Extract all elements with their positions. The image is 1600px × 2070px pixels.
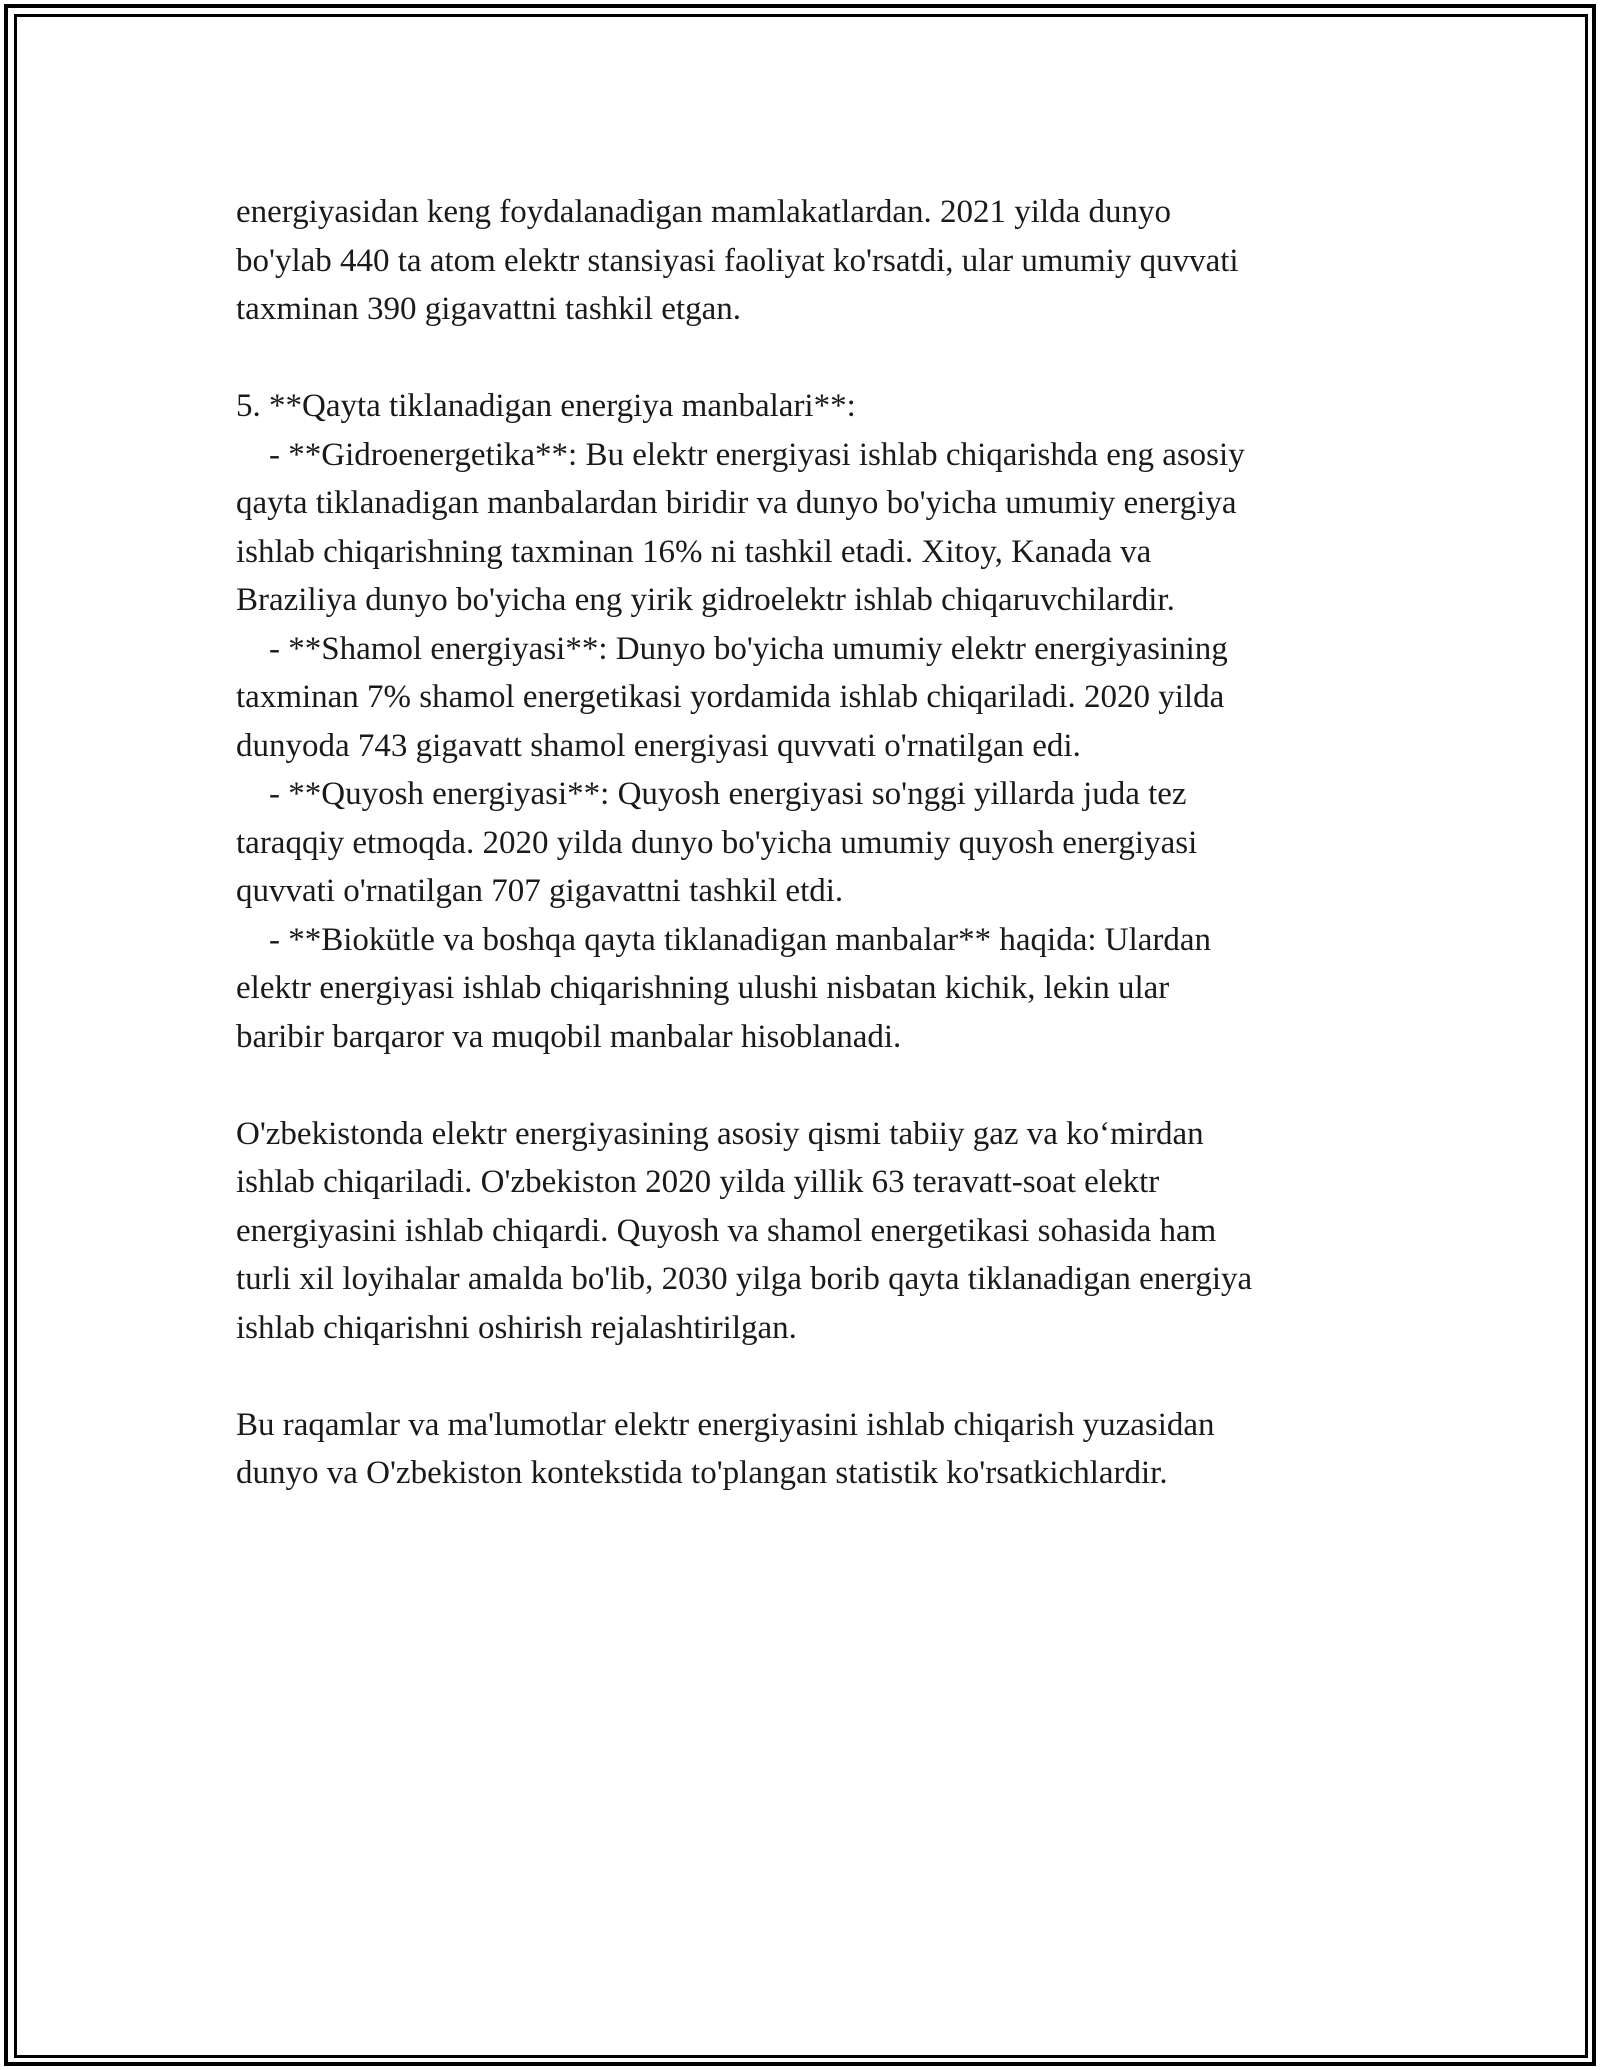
paragraph-nuclear (236, 188, 1386, 334)
text-line: qayta tiklanadigan manbalardan biridir va dunyo bo'yicha umumiy energiya (236, 485, 1237, 521)
list-heading: 5. **Qayta tiklanadigan energiya manbalari**: (236, 388, 856, 424)
list-item-hydro: - **Gidroenergetika**: Bu elektr energiyasi ishlab chiqarishda eng asosiy (236, 436, 1245, 473)
paragraph-spacer (236, 1352, 1386, 1401)
paragraph-spacer (236, 334, 1386, 383)
text-line: taxminan 390 gigavattni tashkil etgan. (236, 291, 741, 327)
text-line: ishlab chiqarishni oshirish rejalashtirilgan. (236, 1309, 797, 1346)
text-line: elektr energiyasi ishlab chiqarishning ulushi nisbatan kichik, lekin ular (236, 970, 1170, 1006)
paragraph-renewables (236, 382, 1386, 1061)
text-line: taraqqiy etmoqda. 2020 yilda dunyo bo'yicha umumiy quyosh energiyasi (236, 824, 1198, 861)
text-line: bo'ylab 440 ta atom elektr stansiyasi faoliyat ko'rsatdi, ular umumiy quvvati (236, 242, 1239, 279)
document-body (236, 188, 1386, 1498)
text-line: dunyoda 743 gigavatt shamol energiyasi quvvati o'rnatilgan edi. (236, 727, 1081, 764)
list-item-biomass: - **Biokütle va boshqa qayta tiklanadigan manbalar** haqida: Ulardan (236, 921, 1212, 958)
text-line: baribir barqaror va muqobil manbalar hisoblanadi. (236, 1018, 902, 1055)
text-line: turli xil loyihalar amalda bo'lib, 2030 yilga borib qayta tiklanadigan energiya (236, 1261, 1253, 1297)
text-line: Bu raqamlar va ma'lumotlar elektr energiyasini ishlab chiqarish yuzasidan (236, 1406, 1215, 1443)
text-line: O'zbekistonda elektr energiyasining asosiy qismi tabiiy gaz va ko‘mirdan (236, 1115, 1204, 1152)
text-line: ishlab chiqarishning taxminan 16% ni tashkil etadi. Xitoy, Kanada va (236, 533, 1152, 570)
list-item-solar: - **Quyosh energiyasi**: Quyosh energiyasi so'nggi yillarda juda tez (236, 776, 1187, 812)
text-line: energiyasidan keng foydalanadigan mamlakatlardan. 2021 yilda dunyo (236, 194, 1172, 230)
text-line: taxminan 7% shamol energetikasi yordamida ishlab chiqariladi. 2020 yilda (236, 679, 1225, 715)
text-line: Braziliya dunyo bo'yicha eng yirik gidroelektr ishlab chiqaruvchilardir. (236, 582, 1175, 618)
paragraph-spacer (236, 1061, 1386, 1110)
paragraph-uzbekistan (236, 1110, 1386, 1353)
list-item-wind: - **Shamol energiyasi**: Dunyo bo'yicha umumiy elektr energiyasining (236, 630, 1228, 667)
text-line: ishlab chiqariladi. O'zbekiston 2020 yilda yillik 63 teravatt-soat elektr (236, 1164, 1160, 1200)
text-line: quvvati o'rnatilgan 707 gigavattni tashkil etdi. (236, 873, 844, 909)
text-line: energiyasini ishlab chiqardi. Quyosh va shamol energetikasi sohasida ham (236, 1212, 1217, 1249)
paragraph-conclusion (236, 1401, 1386, 1498)
text-line: dunyo va O'zbekiston kontekstida to'plangan statistik ko'rsatkichlardir. (236, 1455, 1168, 1491)
